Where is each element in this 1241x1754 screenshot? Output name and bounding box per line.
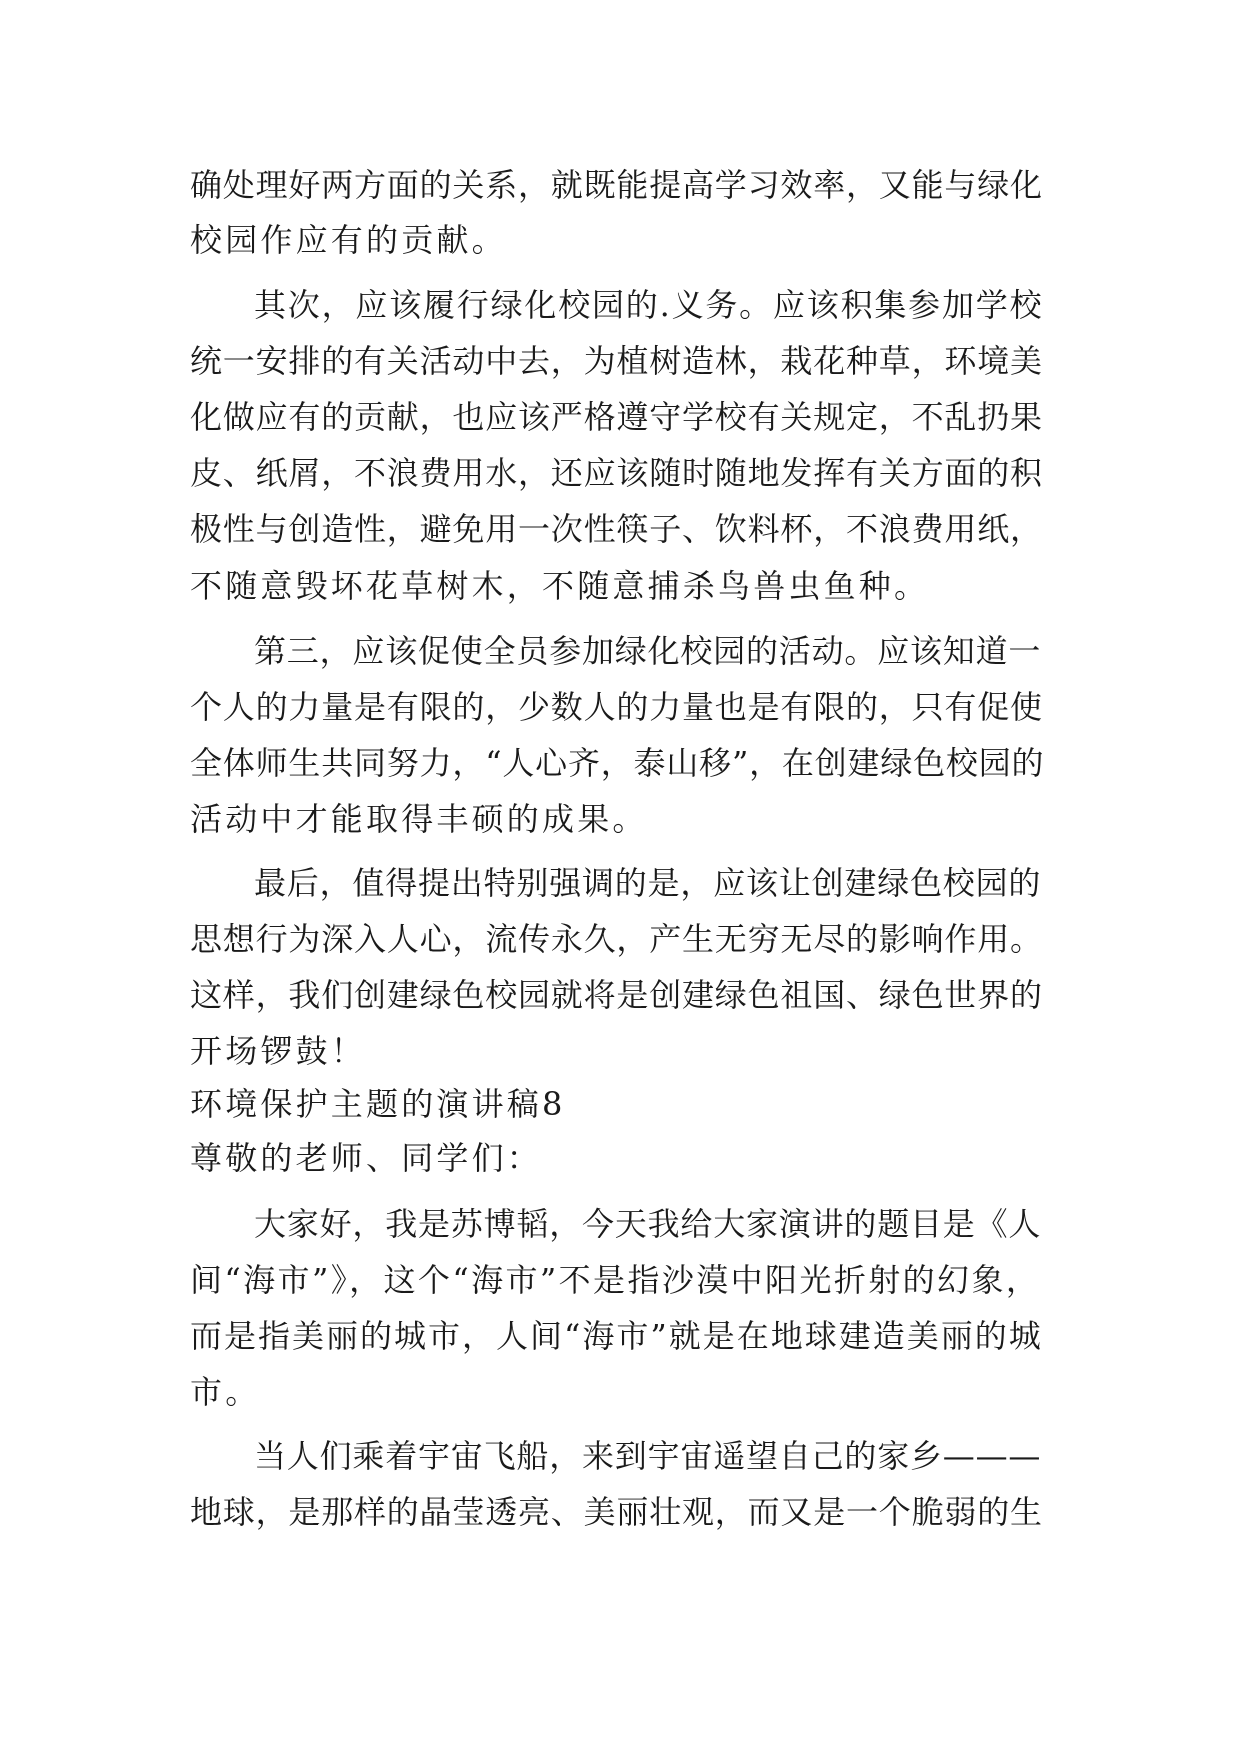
text-line: 地球，是那样的晶莹透亮、美丽壮观，而又是一个脆弱的生: [190, 1493, 1043, 1531]
text-line: 全体师生共同努力，“人心齐，泰山移”，在创建绿色校园的: [190, 744, 1045, 782]
text-line: 其次，应该履行绿化校园的.义务。应该积集参加学校: [254, 286, 1044, 324]
text-line: 个人的力量是有限的，少数人的力量也是有限的，只有促使: [190, 688, 1043, 726]
text-line: 不随意毁坏花草树木，不随意捕杀鸟兽虫鱼种。: [190, 567, 930, 605]
text-line: 间“海市”》，这个“海市”不是指沙漠中阳光折射的幻象，: [190, 1261, 1041, 1299]
text-line: 市。: [190, 1373, 261, 1411]
text-line: 统一安排的有关活动中去，为植树造林，栽花种草，环境美: [190, 342, 1043, 380]
text-line: 第三，应该促使全员参加绿化校园的活动。应该知道一: [254, 632, 1042, 670]
text-line: 这样，我们创建绿色校园就将是创建绿色祖国、绿色世界的: [190, 976, 1043, 1014]
text-line: 而是指美丽的城市，人间“海市”就是在地球建造美丽的城: [190, 1317, 1043, 1355]
text-line: 校园作应有的贡献。: [190, 221, 507, 259]
text-line: 皮、纸屑，不浪费用水，还应该随时随地发挥有关方面的积: [190, 454, 1043, 492]
text-line: 大家好，我是苏博韬，今天我给大家演讲的题目是《人: [254, 1205, 1042, 1243]
text-line: 开场锣鼓！: [190, 1032, 367, 1070]
text-line: 确处理好两方面的关系，就既能提高学习效率，又能与绿化: [190, 166, 1043, 204]
section-heading: 环境保护主题的演讲稿8: [190, 1085, 566, 1123]
text-line: 活动中才能取得丰硕的成果。: [190, 800, 648, 838]
text-line: 思想行为深入人心，流传永久，产生无穷无尽的影响作用。: [190, 920, 1043, 958]
text-line: 化做应有的贡献，也应该严格遵守学校有关规定，不乱扔果: [190, 398, 1043, 436]
text-line: 当人们乘着宇宙飞船，来到宇宙遥望自己的家乡———: [254, 1437, 1042, 1475]
salutation: 尊敬的老师、同学们：: [190, 1139, 543, 1177]
text-line: 最后，值得提出特别强调的是，应该让创建绿色校园的: [254, 864, 1042, 902]
text-line: 极性与创造性，避免用一次性筷子、饮料杯，不浪费用纸，: [190, 510, 1043, 548]
